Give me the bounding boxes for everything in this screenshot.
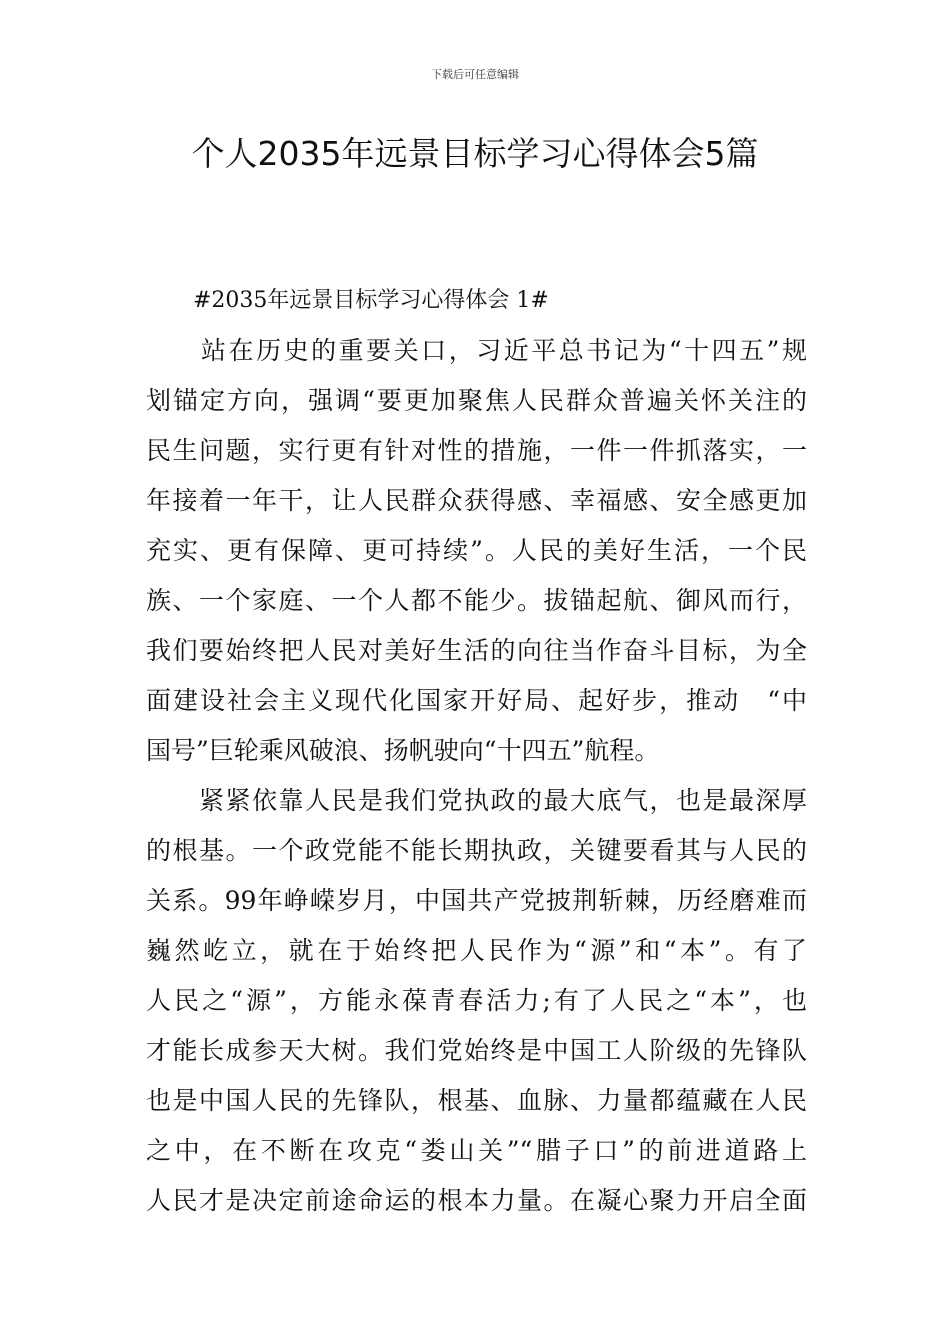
paragraph-line: 人民才是决定前途命运的根本力量。在凝心聚力开启全面 bbox=[146, 1186, 807, 1215]
paragraph-line: 才能长成参天大树。我们党始终是中国工人阶级的先锋队 bbox=[146, 1036, 807, 1065]
section-heading: #2035年远景目标学习心得体会 1# bbox=[193, 288, 549, 313]
paragraph-line: 划锚定方向，强调“要更加聚焦人民群众普遍关怀关注的 bbox=[146, 386, 807, 415]
paragraph-line: 之中，在不断在攻克“娄山关”“腊子口”的前进道路上 bbox=[146, 1136, 807, 1165]
paragraph-line: 面建设社会主义现代化国家开好局、起好步，推动 “中 bbox=[146, 686, 807, 715]
paragraph-2 bbox=[146, 776, 807, 1226]
paragraph-1 bbox=[146, 326, 807, 776]
paragraph-line: 关系。99年峥嵘岁月，中国共产党披荆斩棘，历经磨难而 bbox=[146, 886, 807, 915]
paragraph-line: 国号”巨轮乘风破浪、扬帆驶向“十四五”航程。 bbox=[146, 736, 660, 765]
paragraph-line: 族、一个家庭、一个人都不能少。拔锚起航、御风而行， bbox=[146, 586, 807, 615]
paragraph-line: 人民之“源”，方能永葆青春活力;有了人民之“本”，也 bbox=[146, 986, 807, 1015]
header-note: 下载后可任意编辑 bbox=[431, 68, 519, 81]
paragraph-line: 巍然屹立，就在于始终把人民作为“源”和“本”。有了 bbox=[146, 936, 807, 965]
paragraph-line: 我们要始终把人民对美好生活的向往当作奋斗目标，为全 bbox=[146, 636, 807, 665]
paragraph-line: 充实、更有保障、更可持续”。人民的美好生活，一个民 bbox=[146, 536, 807, 565]
paragraph-line: 紧紧依靠人民是我们党执政的最大底气，也是最深厚 bbox=[146, 786, 807, 815]
paragraph-line: 年接着一年干，让人民群众获得感、幸福感、安全感更加 bbox=[146, 486, 807, 515]
paragraph-line: 的根基。一个政党能不能长期执政，关键要看其与人民的 bbox=[146, 836, 807, 865]
document-title: 个人2035年远景目标学习心得体会5篇 bbox=[191, 134, 759, 173]
paragraph-line: 也是中国人民的先锋队，根基、血脉、力量都蕴藏在人民 bbox=[146, 1086, 807, 1115]
paragraph-line: 站在历史的重要关口，习近平总书记为“十四五”规 bbox=[146, 336, 807, 365]
paragraph-line: 民生问题，实行更有针对性的措施，一件一件抓落实，一 bbox=[146, 436, 807, 465]
